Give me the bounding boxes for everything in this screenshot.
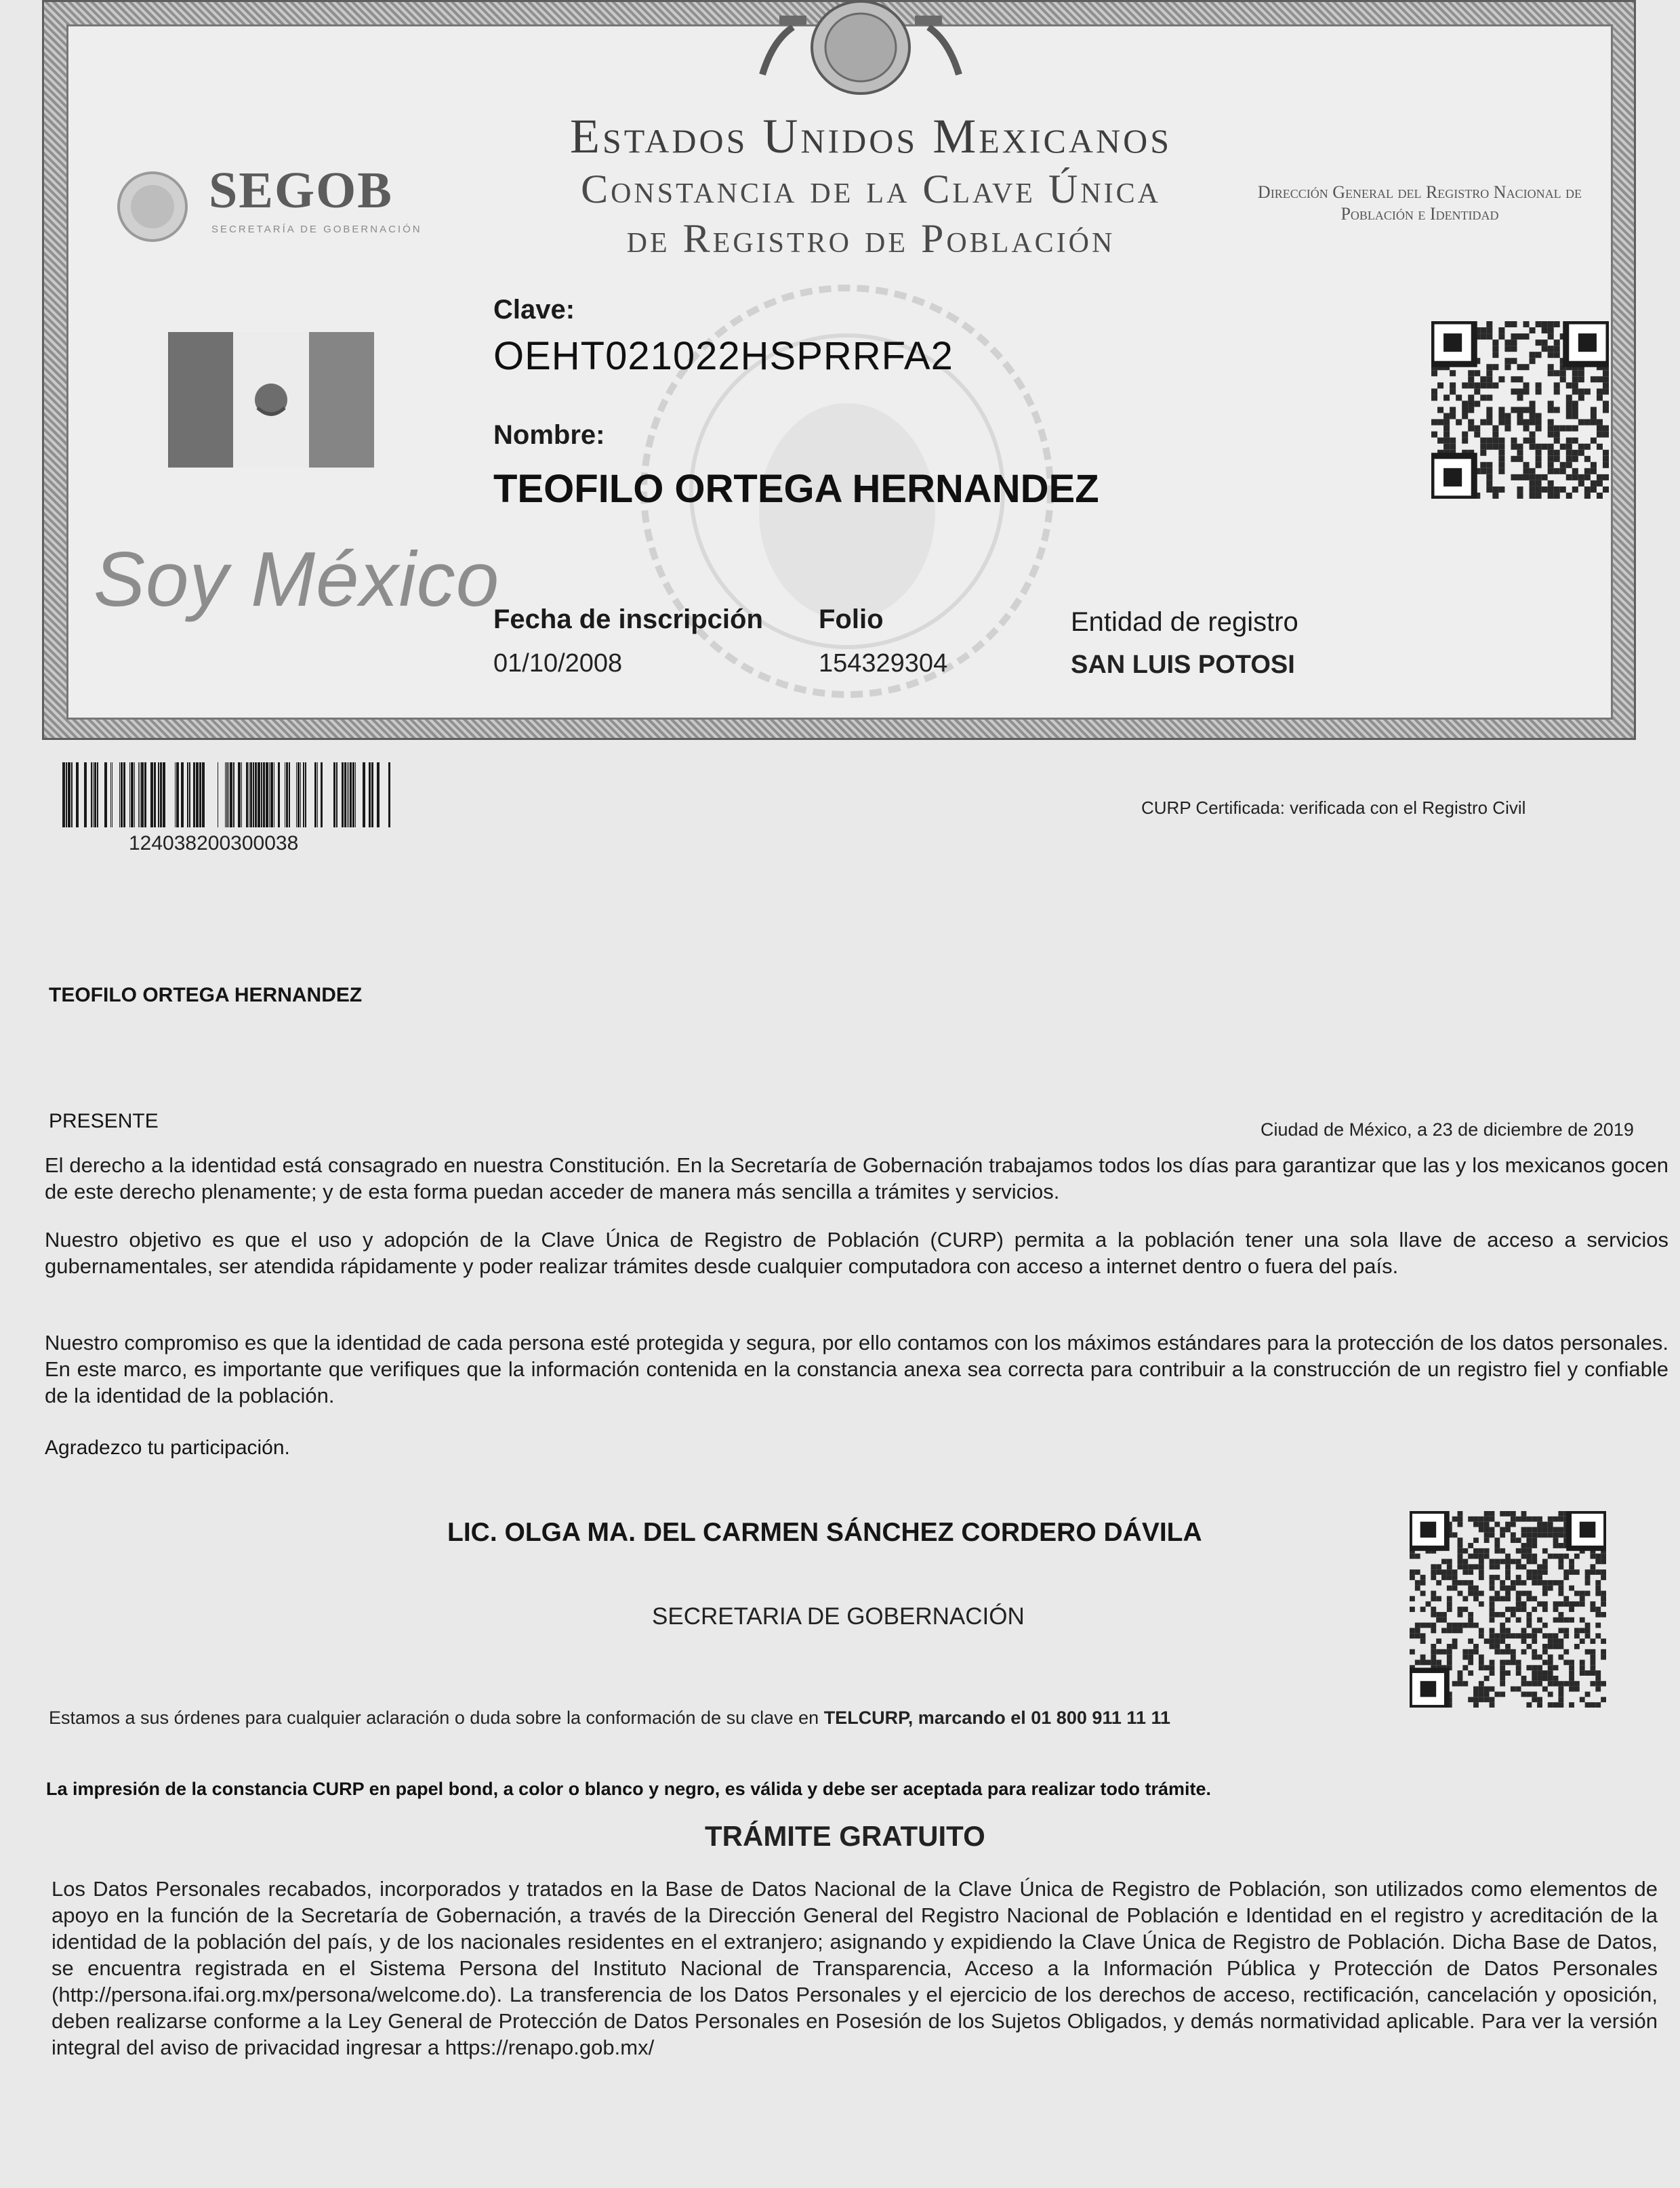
qr-code-icon — [1410, 1511, 1606, 1708]
country-title: Estados Unidos Mexicanos — [569, 109, 1172, 163]
clave-value: OEHT021022HSPRRFA2 — [493, 334, 954, 378]
national-emblem-icon — [752, 0, 969, 115]
segob-logo-text: SEGOB — [209, 162, 393, 219]
fecha-inscripcion-label: Fecha de inscripción — [493, 604, 763, 634]
mexico-flag-icon — [168, 332, 374, 468]
certificate-title-line2: de Registro de Población — [626, 216, 1115, 261]
clave-label: Clave: — [493, 295, 575, 325]
qr-code-icon — [1431, 321, 1609, 499]
privacy-notice: Los Datos Personales recabados, incorporados y tratados en la Base de Datos Nacional de la Clave Única de Registro de Población, son utilizados como elementos de apoyo en la función de la Secretaría de Gobernación, a través de la Dirección General del Registro Nacional de Población e Identidad en el registro y acreditación de la identidad de la población del país, y de los nacionales residentes en el extranjero; asignando y expidiendo la Clave Única de Registro de Población. Dicha Base de Datos, se encuentra registrada en el Sistema Persona del Instituto Nacional de Transparencia, Acceso a la Información Pública y Protección de Datos Personales (http://persona.ifai.org.mx/persona/welcome.do). La transferencia de los Datos Personales y el ejercicio de los derechos de acceso, rectificación, cancelación y oposición, deben realizarse conforme a la Ley General de Protección de Datos Personales en Posesión de los Sujetos Obligados, y demás normatividad aplicable. Para ver la versión integral del aviso de privacidad ingresar a https://renapo.gob.mx/ — [52, 1877, 1658, 2059]
letter-closing: Agradezco tu participación. — [45, 1437, 290, 1459]
signatory-name: LIC. OLGA MA. DEL CARMEN SÁNCHEZ CORDERO DÁVILA — [447, 1518, 1202, 1547]
letter-addressee: TEOFILO ORTEGA HERNANDEZ — [49, 984, 363, 1006]
folio-label: Folio — [819, 604, 884, 634]
fecha-inscripcion-value: 01/10/2008 — [493, 649, 623, 678]
letter-paragraph: Nuestro compromiso es que la identidad de cada persona esté protegida y segura, por ello contamos con los máximos estándares para la protección de los datos personales. En este marco, es importante que verifiques que la información contenida en la constancia anexa sea correcta para contribuir a la construcción de un registro fiel y confiable de la identidad de la población. — [45, 1331, 1668, 1407]
telcurp-number: TELCURP, marcando el 01 800 911 11 11 — [823, 1708, 1170, 1728]
contact-prefix: Estamos a sus órdenes para cualquier aclaración o duda sobre la conformación de su clave en — [49, 1708, 819, 1728]
entidad-registro-value: SAN LUIS POTOSI — [1071, 651, 1295, 679]
nombre-value: TEOFILO ORTEGA HERNANDEZ — [493, 467, 1099, 511]
barcode-number: 124038200300038 — [129, 832, 299, 854]
letter-presente: PRESENTE — [49, 1110, 159, 1132]
certificate-title-line1: Constancia de la Clave Única — [581, 167, 1161, 211]
folio-value: 154329304 — [819, 649, 948, 678]
contact-note — [49, 1708, 1170, 1729]
validity-note: La impresión de la constancia CURP en papel bond, a color o blanco y negro, es válida y debe ser aceptada para realizar todo trámite. — [46, 1779, 1212, 1799]
soy-mexico-slogan: Soy México — [94, 537, 500, 623]
entidad-registro-label: Entidad de registro — [1071, 607, 1298, 637]
segob-subtitle: SECRETARÍA DE GOBERNACIÓN — [211, 224, 422, 235]
signatory-title: SECRETARIA DE GOBERNACIÓN — [652, 1603, 1025, 1630]
curp-certificada-note: CURP Certificada: verificada con el Registro Civil — [1141, 798, 1526, 818]
letter-place-date: Ciudad de México, a 23 de diciembre de 2019 — [1261, 1119, 1634, 1140]
nombre-label: Nombre: — [493, 420, 605, 450]
issuer-name: Dirección General del Registro Nacional de Población e Identidad — [1257, 182, 1582, 224]
barcode-icon — [54, 762, 392, 827]
letter-paragraph: Nuestro objetivo es que el uso y adopción de la Clave Única de Registro de Población (CURP) permita a la población tener una sola llave de acceso a servicios gubernamentales, ser atendida rápidamente y poder realizar trámites desde cualquier computadora con acceso a internet dentro o fuera del país. — [45, 1228, 1668, 1278]
tramite-gratuito-heading: TRÁMITE GRATUITO — [705, 1820, 985, 1852]
letter-paragraph: El derecho a la identidad está consagrado en nuestra Constitución. En la Secretaría de Gobernación trabajamos todos los días para garantizar que las y los mexicanos gocen de este derecho plenamente; y de esta forma puedan acceder de manera más sencilla a trámites y servicios. — [45, 1153, 1668, 1203]
